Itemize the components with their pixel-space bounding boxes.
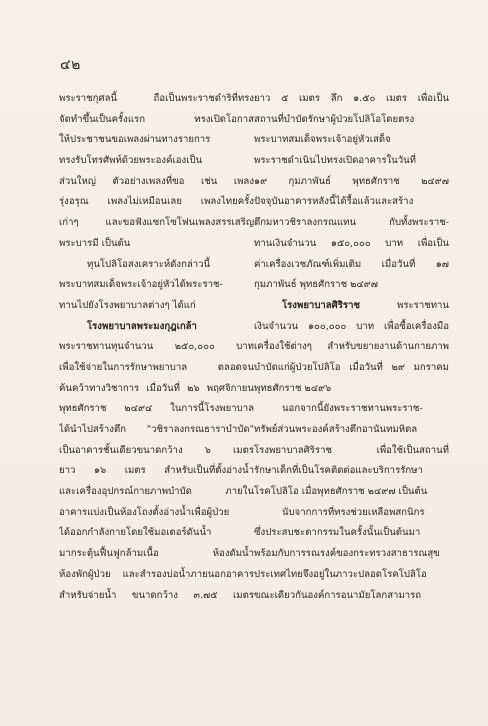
right-column-line: ยาว ๕ เมตร ลึก ๑.๕๐ เมตร เพื่อเป็น — [254, 93, 449, 104]
left-column-line: ทานไปยังโรงพยาบาลต่างๆ ได้แก่ — [59, 299, 196, 311]
left-column-line: พระราชทานทุนจำนวน ๒๕๐,๐๐๐ บาท — [59, 341, 254, 353]
hospital-name: โรงพยาบาลศิริราช — [282, 299, 360, 311]
right-column-line: เครื่องใช้ต่างๆ สำหรับขยายงานด้านกายภาพ — [254, 341, 449, 353]
right-column-line: นอกจากนี้ยังพระราชทานพระราช- — [282, 403, 423, 415]
left-column-line: จัดทำขึ้นเป็นครั้งแรก ทรงเปิดโอกาส — [59, 113, 254, 125]
right-column-line: ขณะเดียวกันองค์การอนามัยโลกสามารถ — [254, 589, 422, 601]
left-text-column — [59, 89, 254, 606]
left-column-line: สำหรับจ่ายน้ำ ขนาดกว้าง ๓.๗๕ เมตร — [59, 589, 254, 601]
right-text-column — [254, 89, 449, 606]
left-column-line: ให้ประชาชนขอเพลงผ่านทางรายการ — [59, 134, 211, 146]
left-column-line: รุ่งอรุณ เพลงไม่เหมือนเลย เพลงไทยครั้ง — [59, 196, 254, 208]
right-column-line: พุทธศักราช ๒๔๙๖ — [254, 382, 332, 394]
left-column-line: และเครื่องอุปกรณ์กายภาพบำบัด ภายใน — [59, 486, 254, 498]
right-column-line: เงินจำนวน ๑๐๐,๐๐๐ บาท เพื่อซื้อเครื่องมือ — [254, 320, 449, 332]
right-column-line: ค่าเครื่องเวชภัณฑ์เพิ่มเติม เมื่อวันที่ ๑๗ — [254, 258, 449, 270]
right-column-line: ทานเงินจำนวน ๑๕๐,๐๐๐ บาท เพื่อเป็น — [254, 237, 449, 249]
right-column-line: พร้อมกับการรณรงค์ของกระทรวงสาธารณสุข — [254, 548, 440, 560]
right-column-line — [254, 296, 449, 317]
right-column-line: พระราชดำเนินไปทรงเปิดอาคารในวันที่ — [254, 155, 416, 167]
right-column-line: สถานที่บำบัดรักษาผู้ป่วยโปลิโอโดยตรง — [254, 113, 415, 125]
left-column-line: เก่าๆ และขอฟังแซกโซโฟนเพลงสรรเสริญ — [59, 217, 254, 229]
left-column-line: เป็นอาคารชั้นเดียวขนาดกว้าง ๖ เมตร — [59, 444, 254, 456]
line-rest: พระราชทาน — [359, 299, 449, 311]
page-number: ๔๒ — [60, 57, 81, 73]
right-column-line: บำบัดแก่ผู้ป่วยโปลิโอ เมื่อวันที่ ๒๙ มกราคม — [254, 361, 449, 373]
right-column-line: ตึกมหาวชิราลงกรณแทน กับทั้งพระราช- — [254, 217, 449, 229]
right-column-line: โรงพยาบาลศิริราช เพื่อใช้เป็นสถานที่ — [254, 444, 449, 456]
left-column-line: มากระตุ้นฟื้นฟูกล้ามเนื้อ ห้องดัมน้ำ — [59, 548, 254, 560]
right-column-line: ซึ่งประสบชะตากรรมในครั้งนั้นเป็นต้นมา — [254, 527, 421, 539]
right-column-line: กุมภาพันธ์ พุทธศักราช ๒๔๙๗ — [254, 279, 378, 291]
left-column-line: ส่วนใหญ่ ตัวอย่างเพลงที่ขอ เช่น เพลง — [59, 175, 254, 187]
right-column-line: นับจากการที่ทรงช่วยเหลือพสกนิกร — [282, 506, 425, 518]
left-column-line: เพื่อใช้จ่ายในการรักษาพยาบาล ตลอดจน — [59, 361, 254, 373]
left-column-line: ยาว ๑๖ เมตร สำหรับเป็นที่ตั้งอ่างน้ำ — [59, 465, 254, 477]
left-column-line: อาคารแบ่งเป็นห้องโถงตั้งอ่างน้ำเพื่อผู้ป่วย — [59, 506, 230, 518]
right-column-line: ๑๙ กุมภาพันธ์ พุทธศักราช ๒๔๙๗ — [254, 175, 449, 187]
left-column-line: พระราชกุศลนี้ ถือเป็นพระราชดำริที่ทรง — [59, 93, 254, 104]
left-column-line: พุทธศักราช ๒๔๙๔ ในการนี้โรงพยาบาล — [59, 403, 254, 415]
right-column-line: ปัจจุบันอาคารหลังนี้ได้รื้อแล้วและสร้าง — [254, 196, 414, 208]
left-column-line: โรงพยาบาลพระมงกุฎเกล้า — [87, 320, 197, 332]
left-column-line: พระบาทสมเด็จพระเจ้าอยู่หัวได้พระราช- — [59, 279, 223, 291]
right-column-line: โรคโปลิโอ เมื่อพุทธศักราช ๒๔๙๗ เป็นต้น — [254, 486, 428, 498]
left-column-line: ทุนโปลิโอสงเคราะห์ดังกล่าวนี้ — [87, 258, 211, 270]
left-column-line: ค้นคว้าทางวิชาการ เมื่อวันที่ ๒๖ พฤศจิกายน — [59, 382, 254, 394]
right-column-line: ทรัพย์ส่วนพระองค์สร้างตึกอานันทมหิดล — [254, 424, 418, 435]
right-column-line: ประเทศไทยจึงอยู่ในภาวะปลอดโรคโปลิโอ — [254, 568, 427, 580]
right-column-line: รักษาเด็กที่เป็นโรคติดต่อและบริการรักษา — [254, 465, 423, 477]
left-column-line: พระบารมี เป็นต้น — [59, 237, 131, 249]
left-column-line: ทรงรับโทรศัพท์ด้วยพระองค์เองเป็น — [59, 155, 203, 167]
left-column-line: ได้นำไปสร้างตึก "วชิราลงกรณธาราบำบัด" — [59, 424, 254, 435]
left-column-line: ห้องพักผู้ป่วย และสำรองบ่อน้ำภายนอกอาคาร — [59, 568, 254, 580]
right-column-line: พระบาทสมเด็จพระเจ้าอยู่หัวเสด็จ — [254, 134, 391, 146]
left-column-line: ได้ออกกำลังกายโดยใช้มอเตอร์ดันน้ำ — [59, 527, 212, 539]
